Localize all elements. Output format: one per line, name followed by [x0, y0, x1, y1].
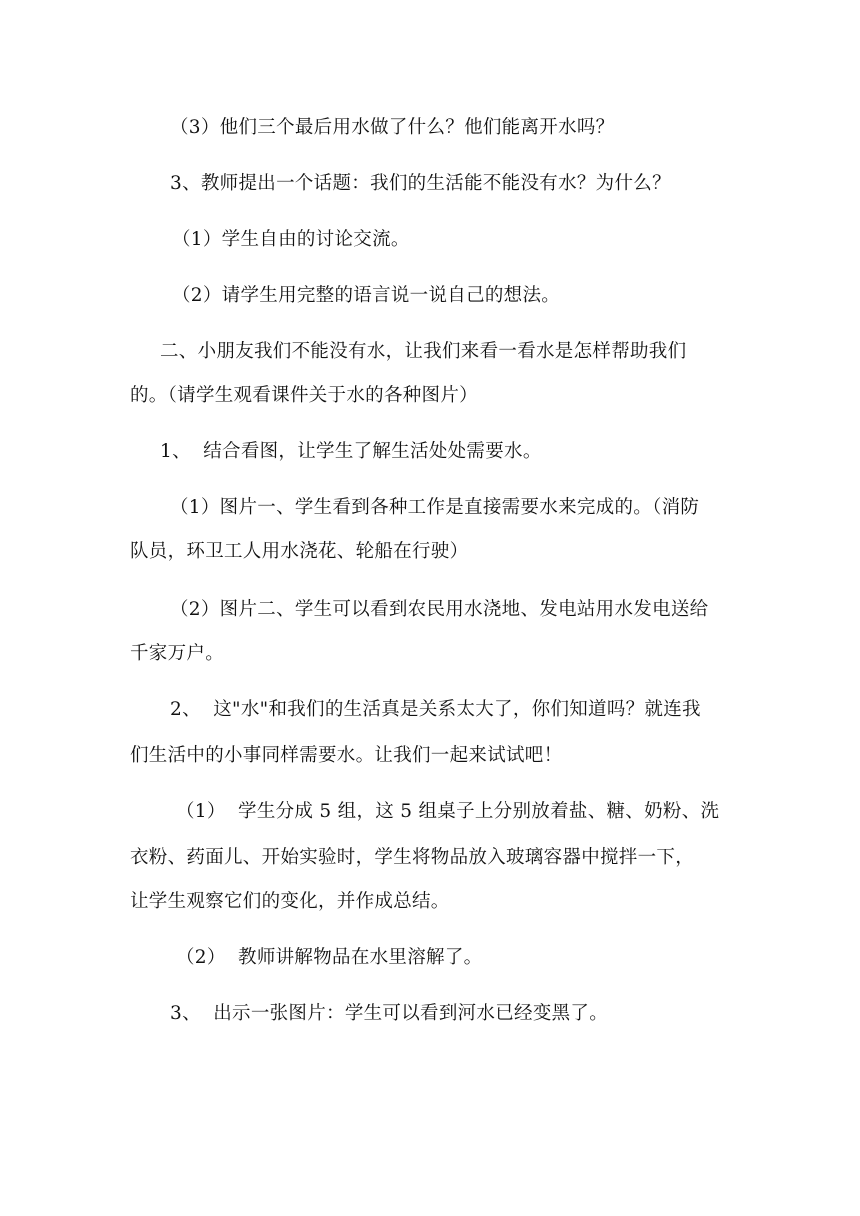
text-line: 队员，环卫工人用水浇花、轮船在行驶） [130, 541, 469, 562]
text-line: 千家万户。 [130, 643, 225, 664]
text-line: 二、小朋友我们不能没有水，让我们来看一看水是怎样帮助我们 [160, 341, 687, 362]
text-line: 让学生观察它们的变化，并作成总结。 [130, 891, 450, 912]
text-line: （2）请学生用完整的语言说一说自己的想法。 [172, 285, 561, 306]
text-line: （1）学生自由的讨论交流。 [172, 229, 410, 250]
text-line: 衣粉、药面儿、开始实验时，学生将物品放入玻璃容器中搅拌一下， [130, 847, 695, 868]
text-line: （1）图片一、学生看到各种工作是直接需要水来完成的。（消防 [170, 497, 700, 518]
text-line: 的。（请学生观看课件关于水的各种图片） [130, 385, 478, 406]
text-line: （2）图片二、学生可以看到农民用水浇地、发电站用水发电送给 [170, 599, 709, 620]
text-line: 们生活中的小事同样需要水。让我们一起来试试吧！ [130, 745, 563, 766]
text-line: 3、教师提出一个话题：我们的生活能不能没有水？为什么？ [170, 173, 671, 194]
text-line: 1、 结合看图，让学生了解生活处处需要水。 [160, 441, 542, 462]
text-line: 3、 出示一张图片：学生可以看到河水已经变黑了。 [170, 1003, 609, 1024]
text-line: （2） 教师讲解物品在水里溶解了。 [176, 947, 483, 968]
text-line: （1） 学生分成 5 组，这 5 组桌子上分别放着盐、糖、奶粉、洗 [176, 801, 720, 822]
text-line: （3）他们三个最后用水做了什么？他们能离开水吗？ [170, 117, 615, 138]
text-line: 2、 这"水"和我们的生活真是关系太大了，你们知道吗？就连我 [170, 699, 701, 720]
